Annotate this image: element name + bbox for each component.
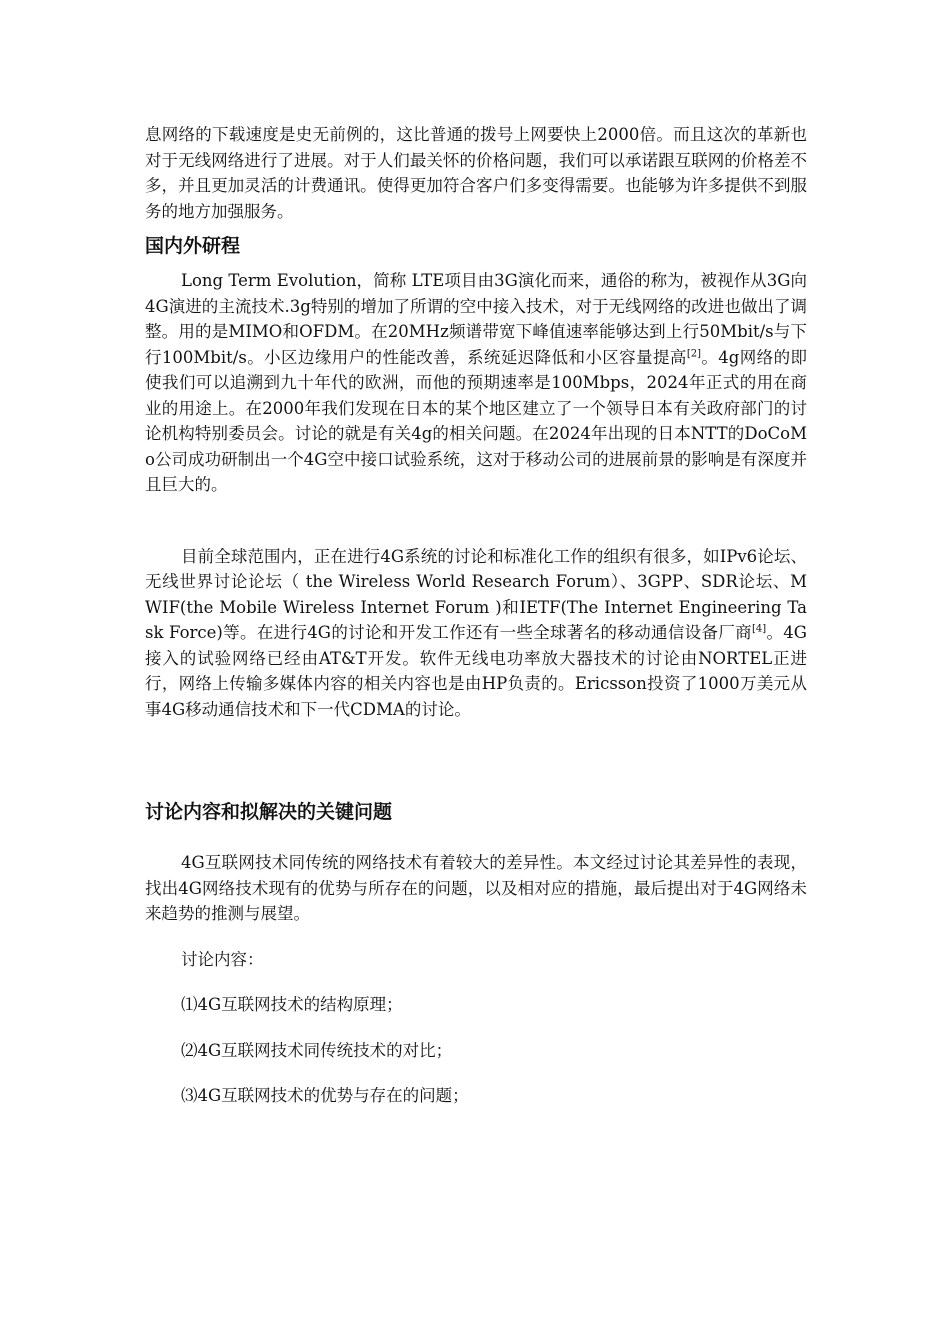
list-item: ⑶4G互联网技术的优势与存在的问题； bbox=[181, 1086, 469, 1105]
paragraph-intro-continuation: 息网络的下载速度是史无前例的，这比普通的拨号上网要快上2000倍。而且这次的革新也对于无线网络进行了进展。对于人们最关怀的价格问题，我们可以承诺跟互联网的价格差不多，并且更加灵活的计费通讯。使得更加符合客户们多变得需要。也能够为许多提供不到服务的地方加强服务。 bbox=[145, 125, 807, 221]
paragraph-lte-text-a: Long Term Evolution，简称 LTE项目由3G演化而来，通俗的称为，被视作从3G向4G演进的主流技术.3g特别的增加了所谓的空中接入技术，对于无线网络的改进也做出了调整。用的是MIMO和OFDM。在20MHz频谱带宽下峰值速率能够达到上行50Mbit/s与下行100Mbit/s。小区边缘用户的性能改善，系统延迟降低和小区容量提高 bbox=[145, 271, 807, 367]
heading-research-status: 国内外研程 bbox=[145, 235, 241, 257]
document-page bbox=[145, 122, 807, 1109]
paragraph-organizations-text-b: 。4G接入的试验网络已经由AT&T开发。软件无线电功率放大器技术的讨论由NORTEL正进行，网络上传输多媒体内容的相关内容也是由HP负责的。Ericsson投资了1000万美元从事4G移动通信技术和下一代CDMA的讨论。 bbox=[145, 623, 807, 719]
citation-ref-4: [4] bbox=[751, 623, 767, 635]
citation-ref-2: [2] bbox=[686, 348, 701, 359]
paragraph-organizations-text-a: 目前全球范围内，正在进行4G系统的讨论和标准化工作的组织有很多，如IPv6论坛、无线世界讨论论坛（ the Wireless World Research Forum）、3GPP、SDR论坛、MWIF(the Mobile Wireless Internet Forum )和IETF(The Internet Engineering Task Force)等。在进行4G的讨论和开发工作还有一些全球著名的移动通信设备厂商 bbox=[145, 546, 807, 642]
list-item: ⑵4G互联网技术同传统技术的对比； bbox=[181, 1040, 453, 1060]
paragraph-research-content-label: 讨论内容： bbox=[181, 949, 264, 969]
paragraph-lte-text-b: 。4g网络的即使我们可以追溯到九十年代的欧洲，而他的预期速率是100Mbps，2024年正式的用在商业的用途上。在2000年我们发现在日本的某个地区建立了一个领导日本有关政府部门的讨论机构特别委员会。讨论的就是有关4g的相关问题。在2024年出现的日本NTT的DoCoMo公司成功研制出一个4G空中接口试验系统，这对于移动公司的进展前景的影响是有深度并且巨大的。 bbox=[145, 347, 807, 494]
heading-key-issues: 讨论内容和拟解决的关键问题 bbox=[145, 801, 393, 823]
paragraph-organizations bbox=[145, 544, 807, 723]
paragraph-research-overview: 4G互联网技术同传统的网络技术有着较大的差异性。本文经过讨论其差异性的表现，找出4G网络技术现有的优势与所存在的问题，以及相对应的措施，最后提出对于4G网络未来趋势的推测与展望。 bbox=[145, 853, 807, 923]
list-item: ⑴4G互联网技术的结构原理； bbox=[181, 995, 403, 1014]
paragraph-lte bbox=[145, 268, 807, 498]
